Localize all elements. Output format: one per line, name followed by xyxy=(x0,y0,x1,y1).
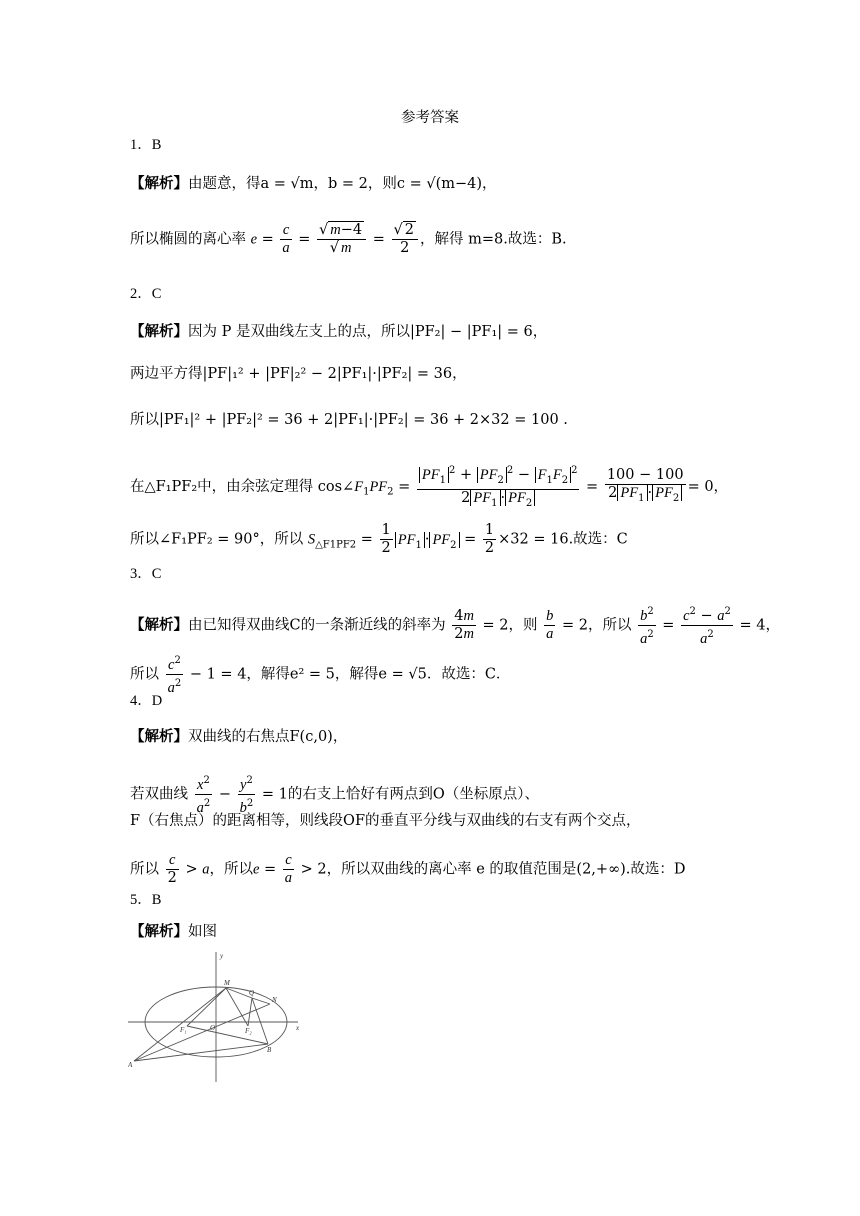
fraction: $\frac{c^2}{a^2}$ xyxy=(166,652,184,697)
fraction: $\frac{x^2}{a^2}$ xyxy=(195,772,213,817)
q2-tag: 【解析】 xyxy=(130,323,188,340)
q2-line5: 所以∠F₁PF₂ = 90°，所以 $S_{\triangle F1PF2}$ = $\frac{1}{2}$ $PF_1 \cdot PF_2$ = $\frac{1}{2}$ ×32 = 16.故选：C xyxy=(130,522,628,556)
q2-answer: 2．C xyxy=(130,286,162,302)
q2-line4-suffix: = 0， xyxy=(687,478,729,495)
fraction: $\frac{y^2}{b^2}$ xyxy=(238,772,256,817)
label-F1: F₁ xyxy=(180,1026,187,1034)
fraction: $\frac{c}{a}$ xyxy=(284,852,293,886)
label-y: y xyxy=(220,952,224,960)
q1-line1-text: 由题意，得a = √m，b = 2，则c = √(m−4)， xyxy=(188,176,497,192)
q3-line2-prefix: 所以 xyxy=(130,666,159,683)
label-x: x xyxy=(296,1024,300,1032)
q2-line1-prefix: 因为 P 是双曲线左支上的点，所以 xyxy=(188,324,410,340)
q4-tag: 【解析】 xyxy=(130,728,188,745)
q3-answer: 3．C xyxy=(130,566,162,582)
q5-answer: 5．B xyxy=(130,892,162,908)
page-title: 参考答案 xyxy=(401,110,459,126)
q2-line1-suffix: |PF₂| − |PF₁| = 6， xyxy=(409,324,548,340)
q2-line1 xyxy=(130,322,547,342)
q3-line1: 【解析】由已知得双曲线C的一条渐近线的斜率为 $\frac{4m}{2m}$ = 2，则 $\frac{b}{a}$ = 2，所以 $\frac{b^2}{a^2}$ = $\frac{c^2 - a^2}{a^2}$ = 4， xyxy=(130,603,780,648)
fraction: $\frac{√ 2}{2}$ xyxy=(392,222,418,257)
segment xyxy=(187,1026,268,1044)
q3-tag: 【解析】 xyxy=(130,616,188,634)
q2-line5-prefix: 所以∠F₁PF₂ = 90°，所以 xyxy=(130,531,304,548)
fraction: $\frac{b^2}{a^2}$ xyxy=(638,603,656,648)
q4-line2-suffix: 的右支上恰好有两点到O（坐标原点）、 xyxy=(287,786,539,803)
q4-line3: F（右焦点）的距离相等，则线段OF的垂直平分线与双曲线的右支有两个交点， xyxy=(130,813,641,829)
q1-tag: 【解析】 xyxy=(130,175,188,192)
fraction: $\frac{PF_1^2 + PF_2^2 - F_1F_2^2}{2 PF_1 \cdot PF_2}$ xyxy=(417,462,580,512)
fraction: $\frac{1}{2}$ xyxy=(484,522,495,556)
q2-line4: 在△F₁PF₂中，由余弦定理得 $\cos\angle F_1PF_2$ = $\frac{PF_1^2 + PF_2^2 - F_1F_2^2}{2 PF_1 \cdot PF_2}$ = $\frac{100 - 100}{2 PF_1 \cdot PF_2}$ = 0， xyxy=(130,462,728,512)
fraction: $\frac{c^2 - a^2}{a^2}$ xyxy=(681,603,733,648)
fraction: $\frac{c}{a}$ xyxy=(282,222,290,256)
fraction: $\frac{100 - 100}{2 PF_1 \cdot PF_2}$ xyxy=(606,466,684,504)
q1-line2-prefix: 所以椭圆的离心率 xyxy=(130,231,246,248)
segment xyxy=(252,998,270,1004)
q2-line5-suffix: .故选：C xyxy=(568,531,628,548)
label-A: A xyxy=(128,1061,133,1069)
q2-line3: 所以|PF₁|² + |PF₂|² = 36 + 2|PF₁|·|PF₂| = 36 + 2×32 = 100 . xyxy=(130,412,568,428)
q4-line1-text: 双曲线的右焦点F(c,0)， xyxy=(188,729,348,745)
q4-line4-prefix: 所以 xyxy=(130,861,159,878)
q2-line2: 两边平方得|PF|₁² + |PF|₂² − 2|PF₁|·|PF₂| = 36， xyxy=(130,366,467,382)
q4-line4: 所以 $\frac{c}{2}$ > a，所以e = $\frac{c}{a}$ > 2，所以双曲线的离心率 e 的取值范围是(2,+∞).故选：D xyxy=(130,852,686,886)
q4-line4-suffix: ，所以双曲线的离心率 e 的取值范围是(2,+∞).故选：D xyxy=(326,861,686,878)
q4-answer: 4．D xyxy=(130,693,163,709)
q4-line2: 若双曲线 $\frac{x^2}{a^2}$ − $\frac{y^2}{b^2}$ = 1的右支上恰好有两点到O（坐标原点）、 xyxy=(130,772,539,817)
q4-line2-prefix: 若双曲线 xyxy=(130,786,188,803)
label-F2: F₂ xyxy=(245,1027,252,1035)
label-B: B xyxy=(267,1046,272,1054)
label-O: O xyxy=(210,1024,216,1032)
q3-line1-prefix: 由已知得双曲线C的一条渐近线的斜率为 xyxy=(188,617,446,634)
ellipse-figure xyxy=(128,948,308,1088)
q1-line1 xyxy=(130,174,497,194)
q1-line2: 所以椭圆的离心率 e = $\frac{c}{a}$ = $\frac{√ m-4}{√ m}$ = $\frac{√ 2}{2}$ ，解得 m=8.故选：B. xyxy=(130,222,567,256)
label-Q: Q xyxy=(249,989,255,997)
q4-line1 xyxy=(130,727,347,747)
fraction: $\frac{b}{a}$ xyxy=(546,607,554,642)
label-N: N xyxy=(272,996,277,1004)
fraction: $\frac{1}{2}$ xyxy=(381,522,391,556)
q1-line2-suffix: ，解得 m=8.故选：B. xyxy=(420,231,567,248)
segment xyxy=(226,988,248,1026)
segment xyxy=(187,988,226,1026)
q5-tag: 【解析】 xyxy=(130,923,188,940)
label-M: M xyxy=(224,979,230,987)
q3-line2-suffix: ，解得e² = 5，解得e = √5．故选：C． xyxy=(246,666,511,683)
fraction: $\frac{√ m-4}{√ m}$ xyxy=(317,222,366,257)
q3-line2: 所以 $\frac{c^2}{a^2}$ − 1 = 4，解得e² = 5，解得e = √5．故选：C． xyxy=(130,652,510,697)
fraction: $\frac{c}{2}$ xyxy=(167,852,177,886)
q5-line1-text: 如图 xyxy=(188,924,217,940)
q5-line1 xyxy=(130,922,217,942)
segment xyxy=(252,998,268,1044)
q2-line4-prefix: 在△F₁PF₂中，由余弦定理得 xyxy=(130,478,314,495)
q1-answer: 1．B xyxy=(130,137,162,153)
fraction: $\frac{4m}{2m}$ xyxy=(454,607,474,642)
